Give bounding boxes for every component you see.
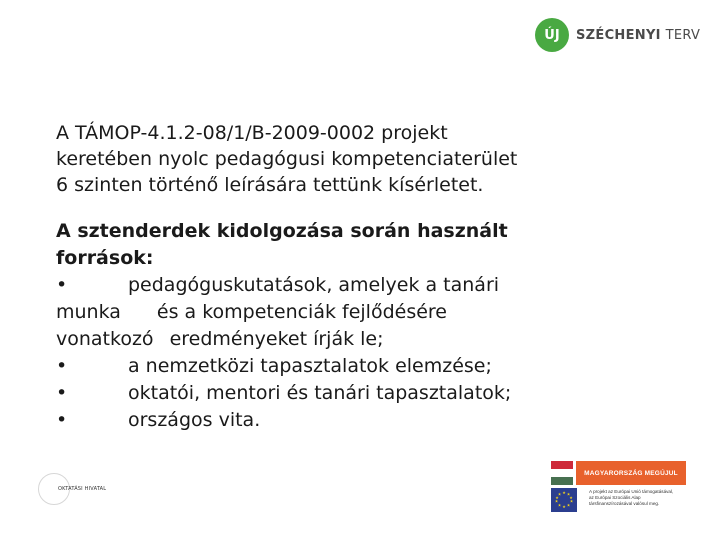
szechenyi-terv-logo <box>535 18 700 52</box>
svg-text:★: ★ <box>566 491 571 497</box>
list-item-text: oktatói, mentori és tanári tapasztalatok; <box>128 382 512 404</box>
bullet-icon: • <box>56 382 68 404</box>
list-item-continuation <box>56 326 676 353</box>
intro-paragraph <box>56 120 676 198</box>
eu-text-line: társfinanszírozásával valósul meg. <box>589 501 660 507</box>
list-item-continuation <box>56 299 676 326</box>
list-item <box>56 407 676 434</box>
sources-heading <box>56 218 676 272</box>
sources-heading-line: A sztenderdek kidolgozása során használt <box>56 220 508 242</box>
list-item-text: munka <box>56 301 121 323</box>
bullet-icon: • <box>56 409 68 431</box>
list-item <box>56 380 676 407</box>
list-item <box>56 272 676 299</box>
svg-text:★: ★ <box>569 495 573 500</box>
intro-line: keretében nyolc pedagógusi kompetenciaterület <box>56 148 518 170</box>
list-item <box>56 353 676 380</box>
list-item-text: és a kompetenciák fejlődésére <box>156 301 447 323</box>
list-item-text: országos vita. <box>128 409 261 431</box>
eu-text-line: az Európai Szociális Alap <box>589 495 641 501</box>
magyarorszag-megujul-banner: MAGYARORSZÁG MEGÚJUL <box>576 461 686 485</box>
svg-text:★: ★ <box>557 491 562 497</box>
svg-text:★: ★ <box>566 502 571 508</box>
svg-text:★: ★ <box>562 490 566 495</box>
sources-section <box>56 218 676 434</box>
seal-caption: OKTATÁSI HIVATAL <box>58 486 107 492</box>
list-item-text: a nemzetközi tapasztalatok elemzése; <box>128 355 492 377</box>
bullet-icon: • <box>56 274 68 296</box>
hungarian-flag-icon <box>551 461 573 485</box>
logo-text-bold: SZÉCHENYI <box>576 27 661 43</box>
svg-text:★: ★ <box>569 498 574 504</box>
szechenyi-logo-text <box>576 28 700 43</box>
eu-text-line: A projekt az Európai Unió támogatásával, <box>589 489 674 494</box>
list-item-text: eredményeket írják le; <box>169 328 384 350</box>
sources-heading-line: források: <box>56 247 154 269</box>
logo-text-light: TERV <box>665 27 701 43</box>
eu-support-text <box>589 489 699 508</box>
intro-line: A TÁMOP-4.1.2-08/1/B-2009-0002 projekt <box>56 122 448 144</box>
list-item-text: vonatkozó <box>56 328 154 350</box>
intro-line: 6 szinten történő leírására tettünk kísérletet. <box>56 174 484 196</box>
bullet-icon: • <box>56 355 68 377</box>
svg-text:★: ★ <box>555 495 559 500</box>
svg-text:★: ★ <box>554 498 559 504</box>
svg-text:★: ★ <box>562 504 566 509</box>
list-item-text: pedagóguskutatások, amelyek a tanári <box>128 274 500 296</box>
eu-flag-icon <box>551 488 577 512</box>
svg-text:★: ★ <box>557 502 562 508</box>
szechenyi-logo-mark: ÚJ <box>535 18 569 52</box>
